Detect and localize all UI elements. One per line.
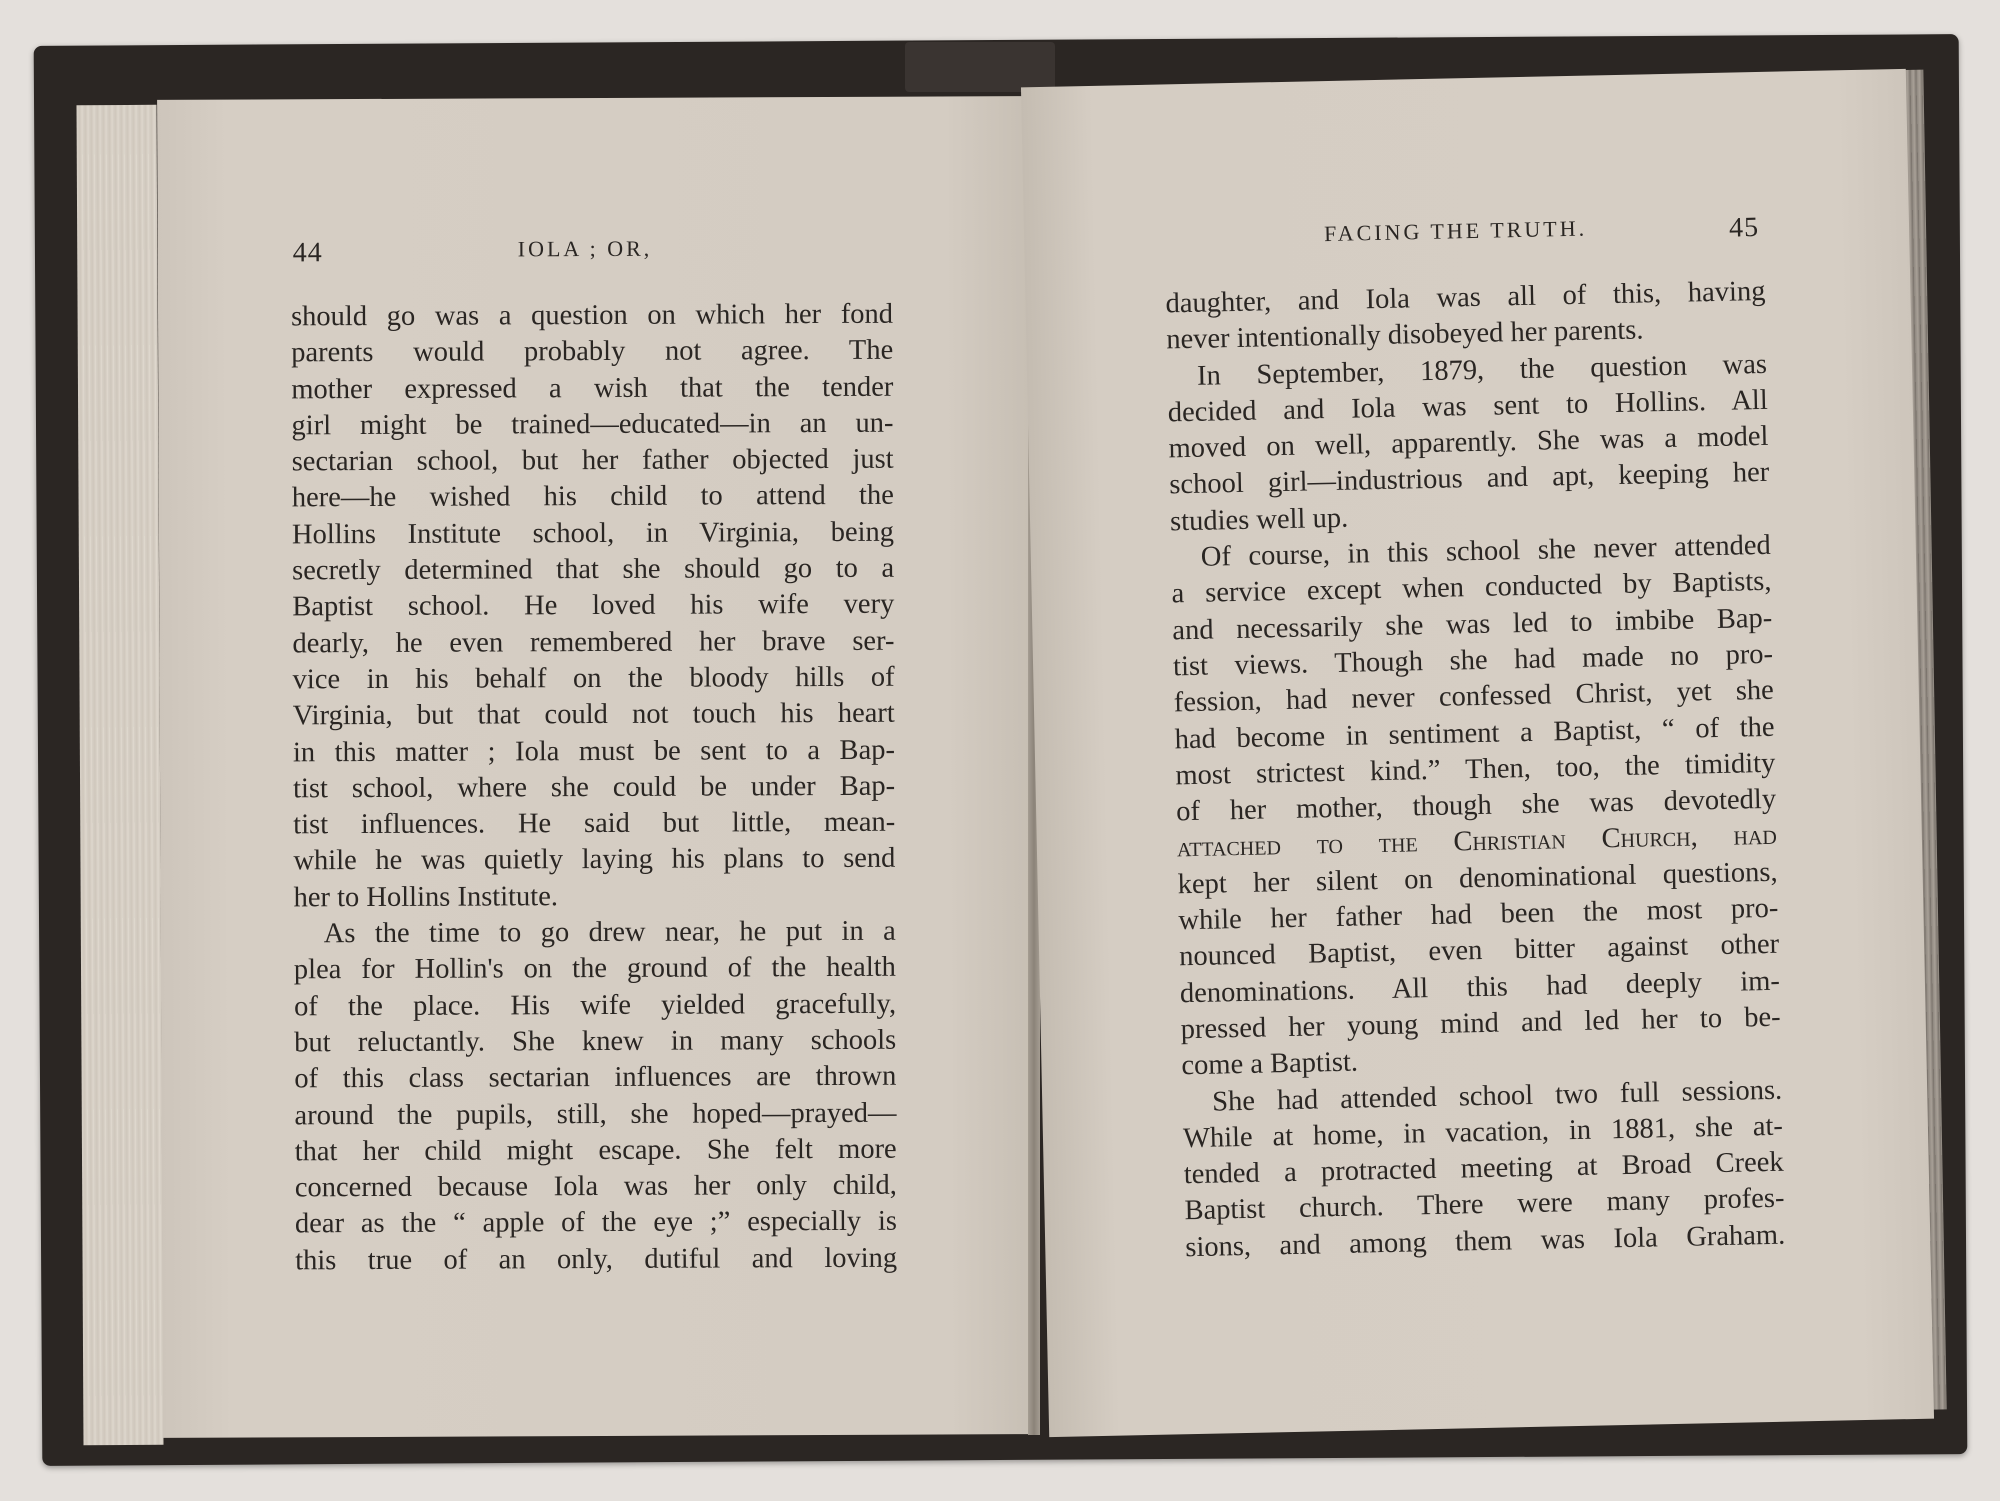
text-line: concerned because Iola was her only child, xyxy=(294,1169,897,1204)
text-line: As the time to go drew near, he put in a xyxy=(323,915,896,950)
text-line: a service except when conducted by Baptists, xyxy=(1171,566,1772,610)
text-line: Hollins Institute school, in Virginia, being xyxy=(291,516,895,551)
text-line: never intentionally disobeyed her parents. xyxy=(1165,314,1644,356)
text-line: daughter, and Iola was all of this, having xyxy=(1165,275,1766,320)
text-line: dearly, he even remembered her brave ser- xyxy=(292,625,895,660)
text-line: Baptist school. He loved his wife very xyxy=(292,589,895,623)
right-page-number: 45 xyxy=(1728,211,1760,244)
text-line: most strictest kind.” Then, too, the timidity xyxy=(1175,747,1776,792)
text-line: secretly determined that she should go to a xyxy=(292,552,895,587)
left-page-number: 44 xyxy=(292,237,323,269)
right-page-header xyxy=(1024,209,1910,268)
text-line: of the place. His wife yielded gracefully, xyxy=(293,988,897,1022)
text-line: girl might be trained—educated—in an un- xyxy=(291,407,894,442)
text-line: tist influences. He said but little, mean- xyxy=(293,806,896,841)
text-line: mother expressed a wish that the tender xyxy=(291,371,894,405)
text-line: had become in sentiment a Baptist, “ of the xyxy=(1174,711,1775,755)
right-running-title: FACING THE TRUTH. xyxy=(1323,215,1588,247)
text-line: kept her silent on denominational questions, xyxy=(1177,856,1778,901)
text-line: Virginia, but that could not touch his heart xyxy=(292,697,895,732)
text-line: Baptist church. There were many profes- xyxy=(1184,1183,1785,1227)
text-line: of this class sectarian influences are thrown xyxy=(294,1060,897,1095)
text-line: sions, and among them was Iola Graham. xyxy=(1184,1219,1786,1263)
text-line: decided and Iola was sent to Hollins. All xyxy=(1167,384,1769,429)
text-line: pressed her young mind and led her to be- xyxy=(1180,1001,1781,1046)
right-page-text xyxy=(1165,274,1785,1266)
text-line: denominations. All this had deeply im- xyxy=(1179,965,1781,1009)
text-line: While at home, in vacation, in 1881, she at- xyxy=(1182,1110,1784,1155)
text-line: her to Hollins Institute. xyxy=(293,880,559,914)
text-line: come a Baptist. xyxy=(1181,1046,1359,1082)
text-line: tist views. Though she had made no pro- xyxy=(1172,638,1774,683)
left-running-title: IOLA ; OR, xyxy=(517,235,653,262)
text-line: tended a protracted meeting at Broad Creek xyxy=(1183,1146,1784,1191)
text-line: studies well up. xyxy=(1169,502,1349,538)
text-line: vice in his behalf on the bloody hills of xyxy=(292,661,895,696)
text-line: sectarian school, but her father objected just xyxy=(291,443,894,478)
text-line: dear as the “ apple of the eye ;” especially is xyxy=(294,1206,898,1240)
text-line: She had attended school two full sessions. xyxy=(1211,1074,1783,1118)
left-page xyxy=(157,96,1038,1438)
text-line: parents would probably not agree. The xyxy=(291,335,894,369)
text-line: of her mother, though she was devotedly xyxy=(1175,783,1777,828)
text-line: but reluctantly. She knew in many schools xyxy=(294,1024,897,1059)
text-line: while her father had been the most pro- xyxy=(1178,892,1779,937)
text-line: that her child might escape. She felt more xyxy=(294,1133,897,1168)
text-line: nounced Baptist, even bitter against other xyxy=(1178,929,1780,973)
text-line: plea for Hollin's on the ground of the health xyxy=(293,952,896,986)
text-line: attached to the Christian Church, had xyxy=(1176,820,1778,864)
text-line: around the pupils, still, she hoped—prayed— xyxy=(294,1097,897,1131)
right-page xyxy=(1021,69,1934,1437)
text-line: fession, had never confessed Christ, yet she xyxy=(1173,675,1775,719)
text-line: in this matter ; Iola must be sent to a Bap- xyxy=(292,734,895,768)
text-line: while he was quietly laying his plans to send xyxy=(293,843,896,877)
text-line: and necessarily she was led to imbibe Bap- xyxy=(1172,602,1773,647)
text-line: school girl—industrious and apt, keeping her xyxy=(1169,457,1770,501)
left-page-text xyxy=(291,297,897,1280)
text-line: Of course, in this school she never attended xyxy=(1200,529,1772,573)
text-line: moved on well, apparently. She was a model xyxy=(1168,421,1769,465)
book-spine xyxy=(905,42,1055,92)
text-line: tist school, where she could be under Bap- xyxy=(293,770,896,805)
page-edges-left xyxy=(76,105,163,1445)
text-line: this true of an only, dutiful and loving xyxy=(295,1242,898,1277)
text-line: should go was a question on which her fond xyxy=(290,298,894,333)
text-line: In September, 1879, the question was xyxy=(1196,348,1768,392)
left-page-header xyxy=(158,234,1033,278)
text-line: here—he wished his child to attend the xyxy=(291,480,894,514)
